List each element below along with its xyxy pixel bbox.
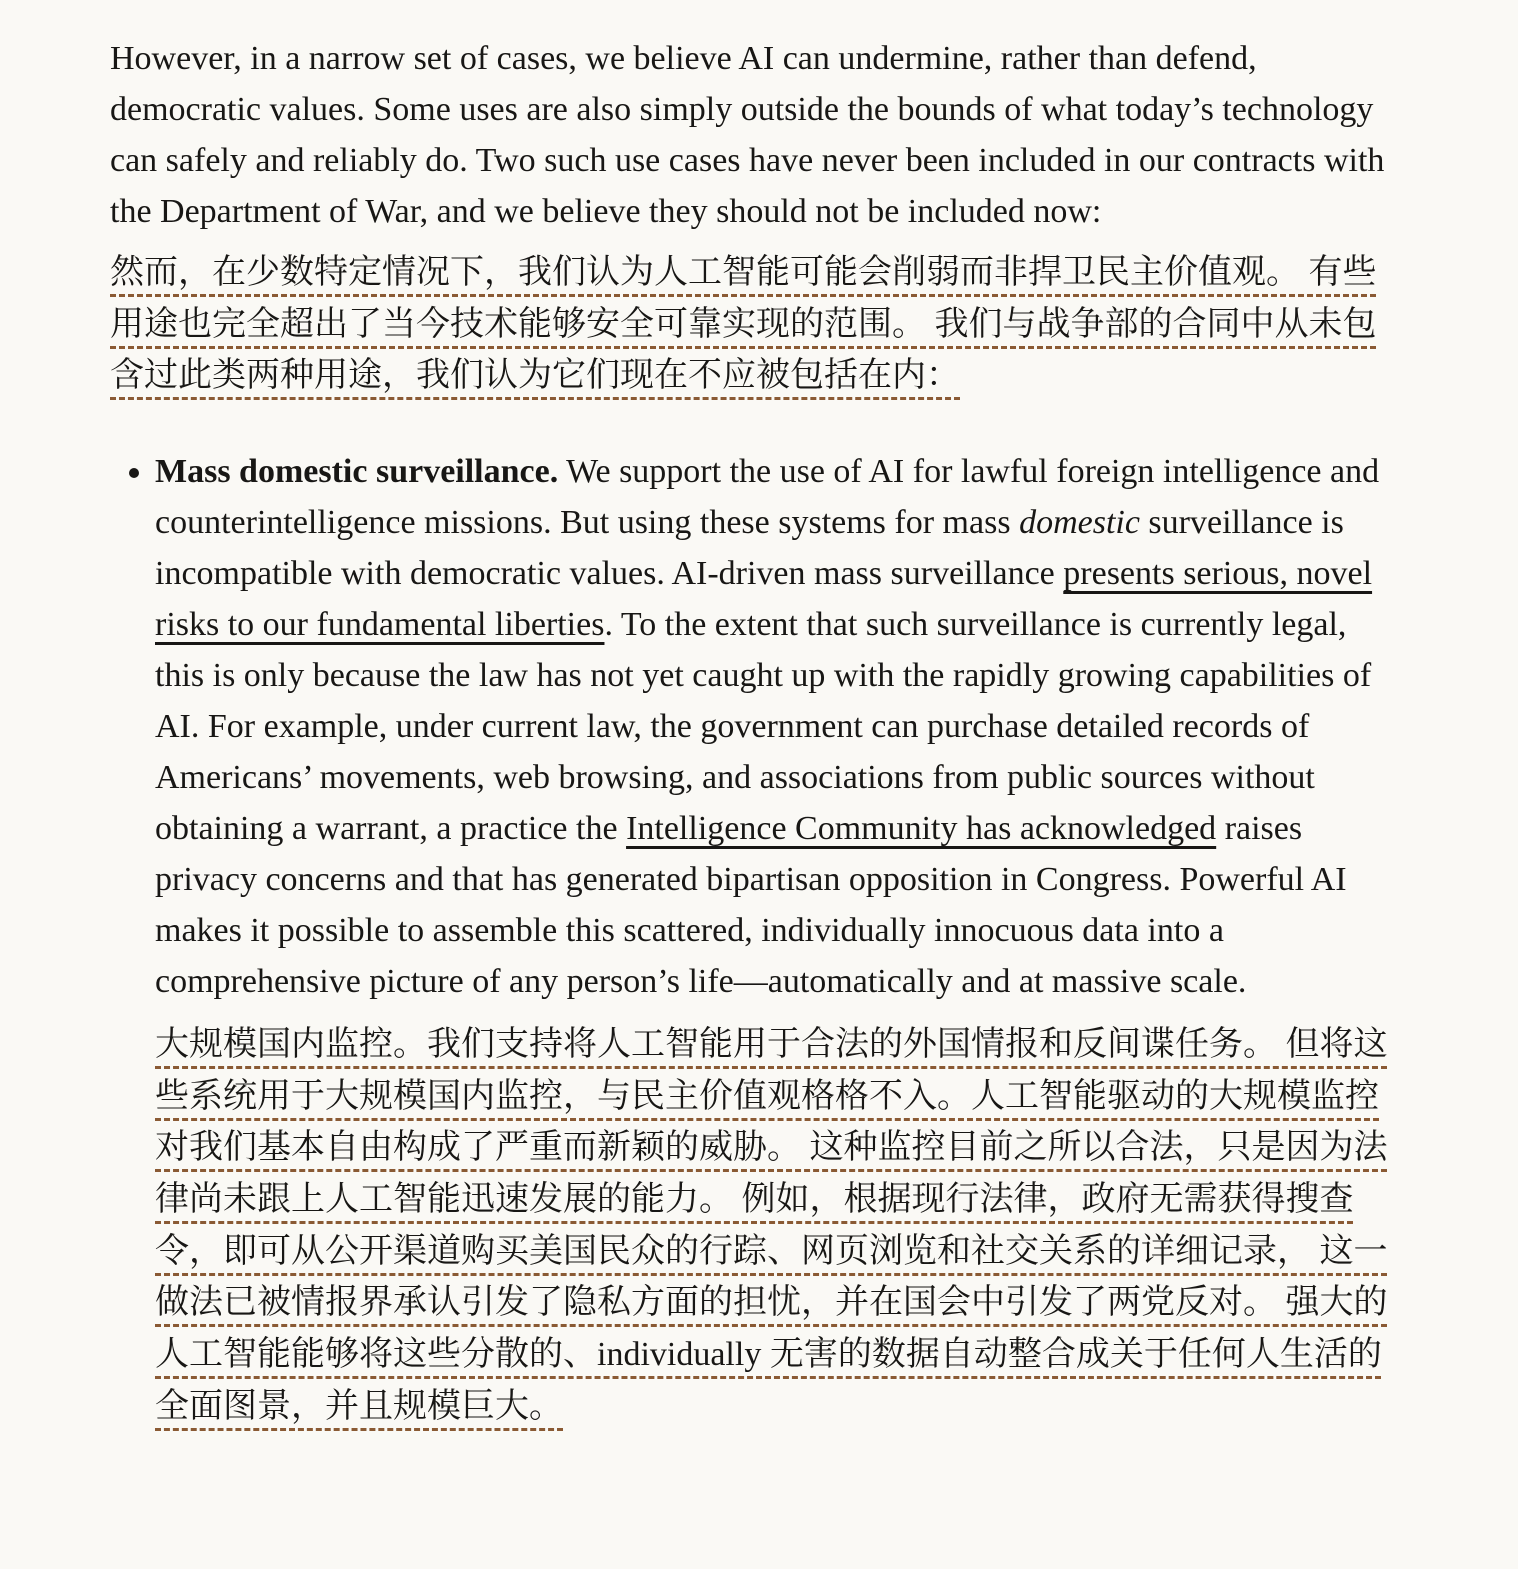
bullet-text-segment-a: We support the use of AI for lawful foreign intelligence and counterintelligence missions. But using these systems for mass: [155, 453, 1380, 542]
bullet-text-segment-b: surveillance is incompatible with democratic values. AI-driven mass surveillance: [155, 504, 1344, 593]
bullet-lead-bold: Mass domestic surveillance.: [155, 453, 559, 491]
bullet-translation-zh: 大规模国内监控。我们支持将人工智能用于合法的外国情报和反间谍任务。 但将这些系统用于大规模国内监控，与民主价值观格格不入。人工智能驱动的大规模监控对我们基本自由构成了严重而新颖的威胁。 这种监控目前之所以合法，只是因为法律尚未跟上人工智能迅速发展的能力。 例如，根据现行法律，政府无需获得搜查令，即可从公开渠道购买美国民众的行踪、网页浏览和社交关系的详细记录， 这一做法已被情报界承认引发了隐私方面的担忧，并在国会中引发了两党反对。 强大的人工智能能够将这些分散的、individually 无害的数据自动整合成关于任何人生活的全面图景，并且规模巨大。: [155, 1026, 1388, 1425]
bullet-text-segment-d: raises privacy concerns and that has generated bipartisan opposition in Congress. Powerful AI makes it possible to assemble this scattered, individually innocuous data into a comprehensive picture of any person’s life—automatically and at massive scale.: [155, 810, 1347, 1001]
list-item-mass-domestic-surveillance: [155, 446, 1394, 1432]
intro-translation-zh: 然而，在少数特定情况下，我们认为人工智能可能会削弱而非捍卫民主价值观。 有些用途也完全超出了当今技术能够安全可靠实现的范围。 我们与战争部的合同中从未包含过此类两种用途，我们认为它们现在不应被包括在内：: [110, 254, 1377, 395]
bullet-italic-domestic: domestic: [1019, 504, 1140, 542]
intro-paragraph: However, in a narrow set of cases, we believe AI can undermine, rather than defend, democratic values. Some uses are also simply outside the bounds of what today’s technology can safely and reliably do. Two such use cases have never been included in our contracts with the Department of War, and we believe they should not be included now:: [110, 40, 1385, 230]
bullet-paragraph: [155, 446, 1394, 1007]
bullet-text-segment-c: . To the extent that such surveillance is currently legal, this is only because the law has not yet caught up with the rapidly growing capabilities of AI. For example, under current law, the government can purchase detailed records of Americans’ movements, web browsing, and associations from public sources without obtaining a warrant, a practice the: [155, 606, 1372, 848]
link-intelligence-community-acknowledged[interactable]: Intelligence Community has acknowledged: [626, 810, 1217, 848]
link-fundamental-liberties[interactable]: presents serious, novel risks to our fundamental liberties: [155, 555, 1373, 644]
use-case-list: [110, 446, 1394, 1432]
